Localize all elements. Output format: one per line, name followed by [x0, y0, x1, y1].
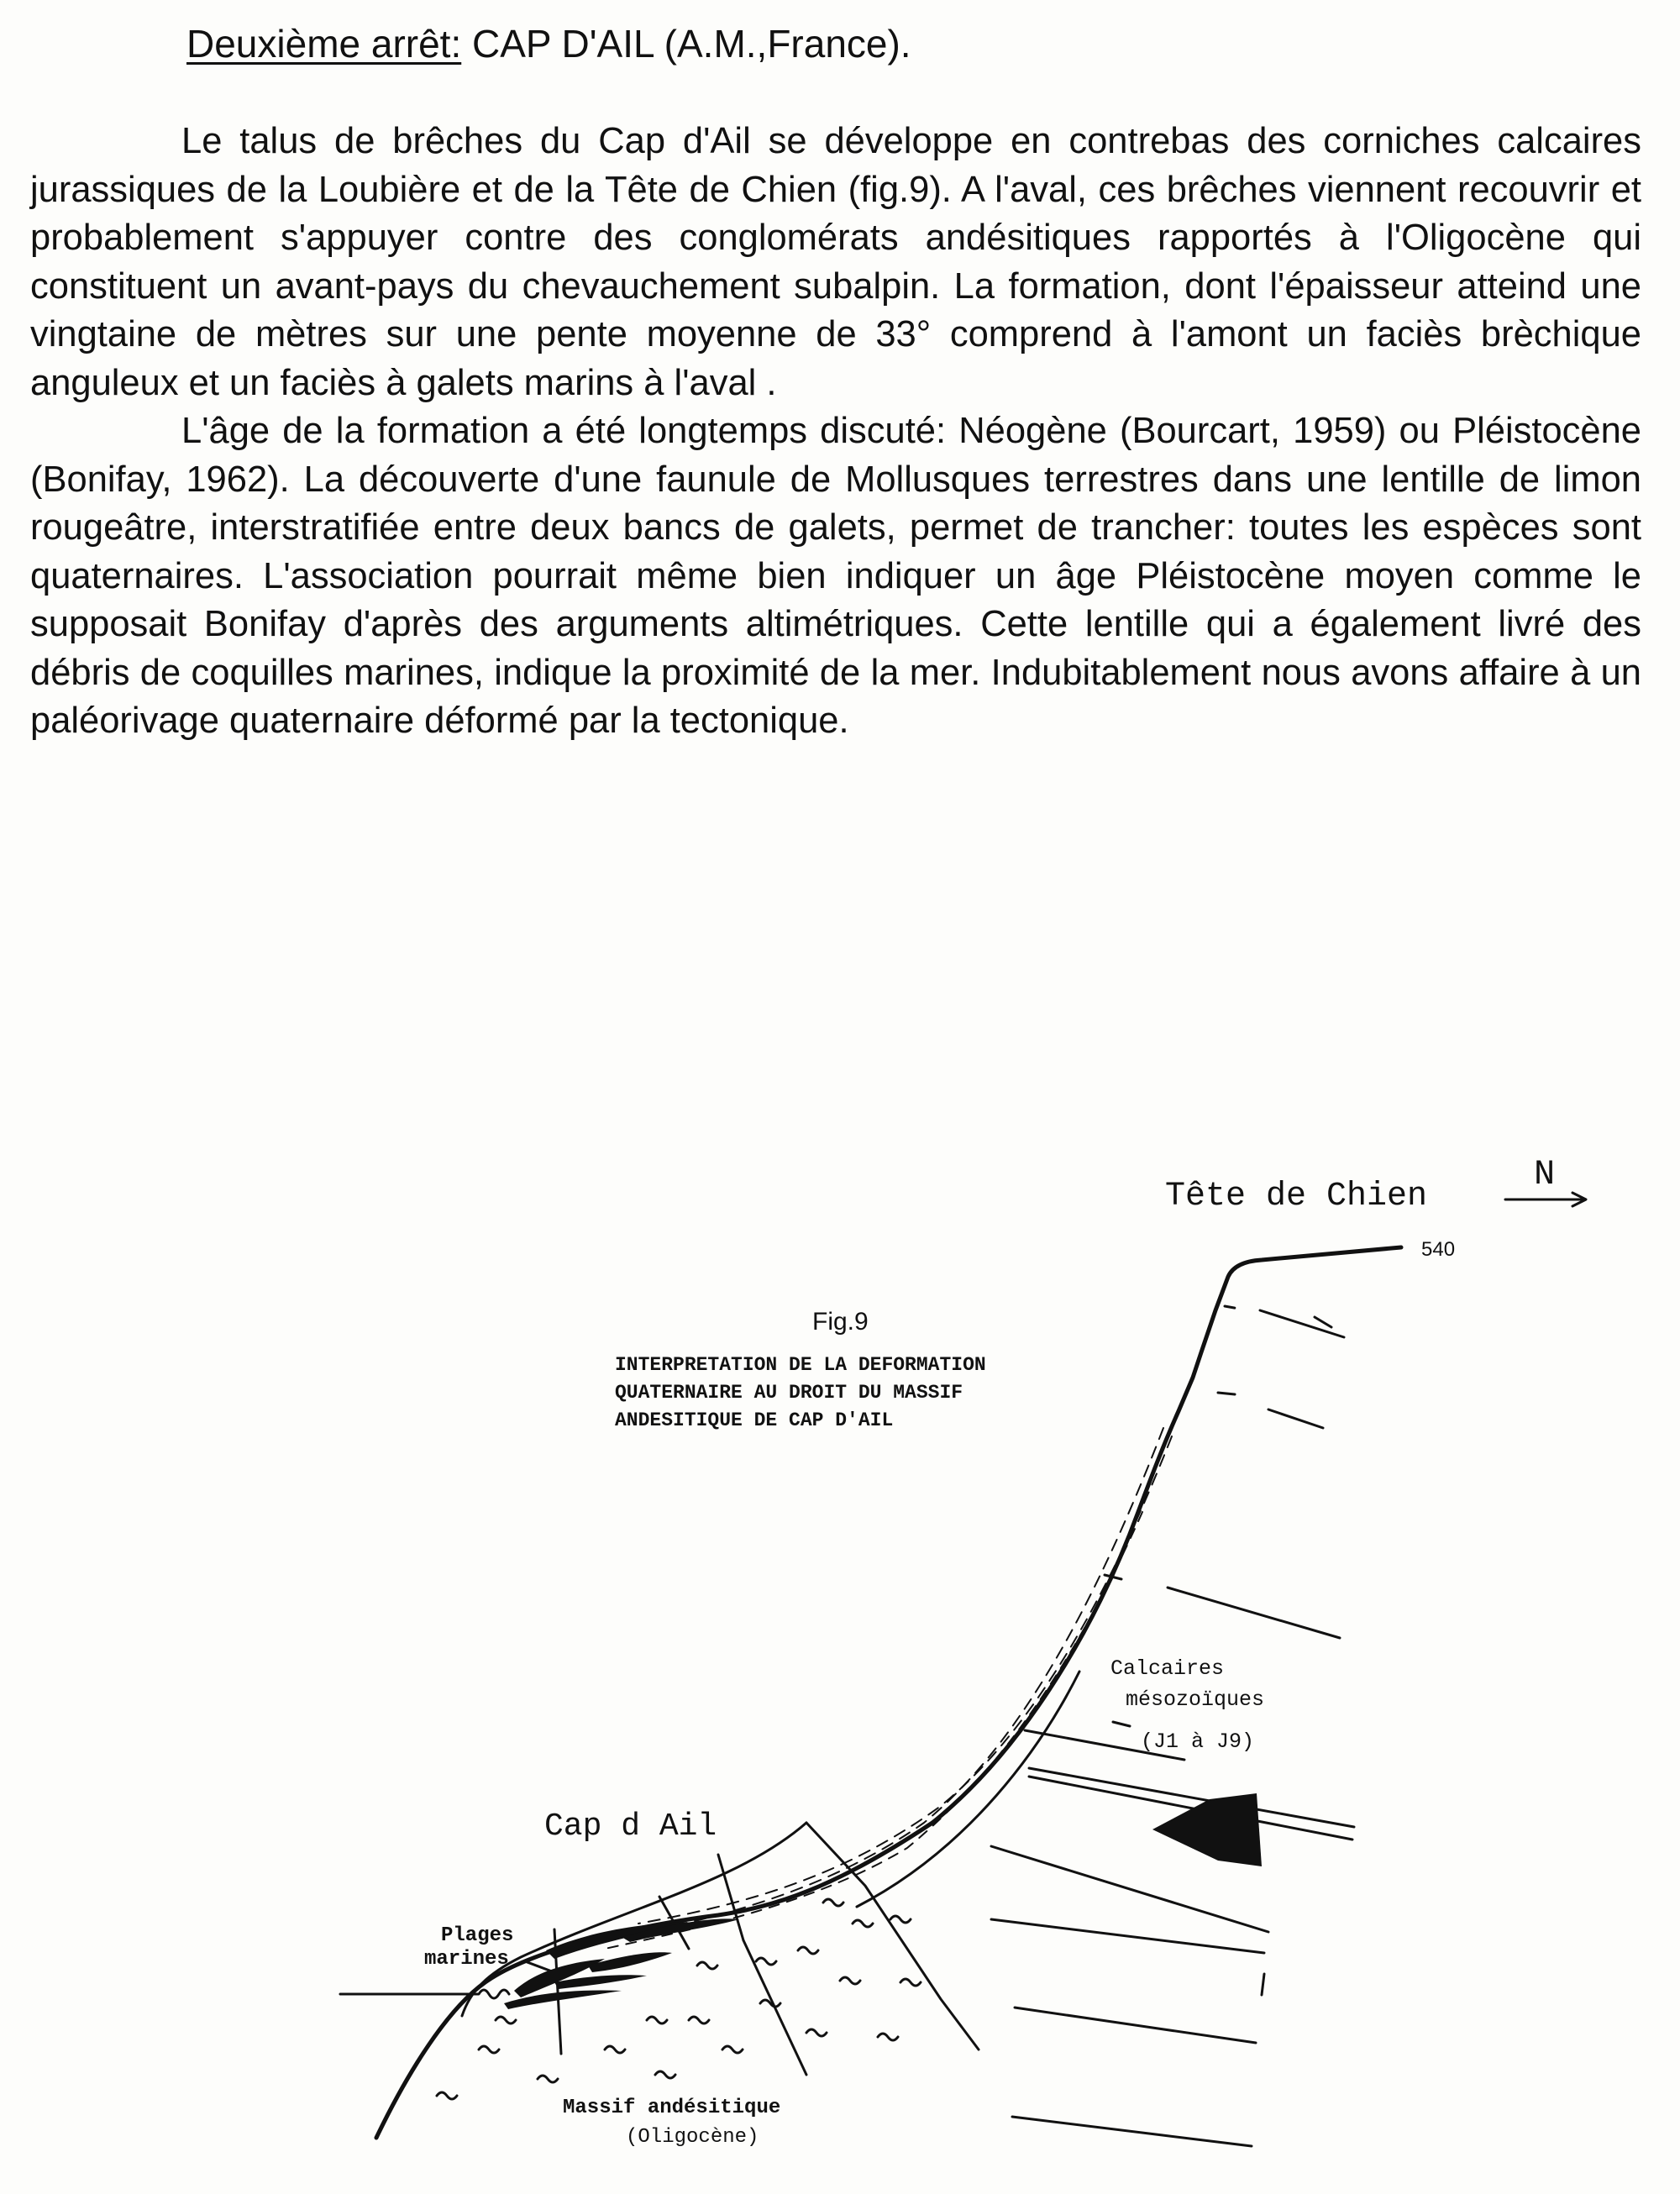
paragraph-1: Le talus de brêches du Cap d'Ail se développe en contrebas des corniches calcaires jurassiques de la Loubière et de la Tête de Chien (fig.9). A l'aval, ces brêches viennent recouvrir et probablement s'appuyer contre des conglomérats andésitiques rapportés à l'Oligocène qui constituent un avant-pays du chevauchement subalpin. La formation, dont l'épaisseur atteind une vingtaine de mètres sur une pente moyenne de 33° comprend à l'amont un faciès brèchique anguleux et un faciès à galets marins à l'aval .	[30, 121, 1641, 403]
heading-label: Deuxième arrêt:	[186, 22, 462, 66]
limestone-label-line-2: mésozoïques	[1126, 1687, 1265, 1712]
sea-level-line	[340, 1990, 509, 1998]
massif-label-line-2: (Oligocène)	[626, 2126, 759, 2149]
limestone-label-line-1: Calcaires	[1110, 1656, 1225, 1681]
breccia-base-line	[462, 1823, 806, 2016]
marine-beach-deposits	[504, 1918, 739, 2009]
breccia-bedding-dashed	[638, 1436, 1172, 1924]
beach-label-line-1: Plages	[441, 1924, 514, 1947]
massif-label-line-1: Massif andésitique	[563, 2097, 781, 2119]
paragraph-2: L'âge de la formation a été longtemps discuté: Néogène (Bourcart, 1959) ou Pléistocène (Bonifay, 1962). La découverte d'une faunule de Mollusques terrestres dans une lentille de limon rougeâtre, interstratifiée entre deux bancs de galets, permet de trancher: toutes les espèces sont quaternaires. L'association pourrait même bien indiquer un âge Pléistocène moyen comme le supposait Bonifay d'après des arguments altimétriques. Cette lentille qui a également livré des débris de coquilles marines, indique la proximité de la mer. Indubitablement nous avons affaire à un paléorivage quaternaire déformé par la tectonique.	[30, 411, 1641, 741]
figure-caption-line-2: QUATERNAIRE AU DROIT DU MASSIF	[615, 1382, 963, 1404]
north-label: N	[1534, 1154, 1556, 1194]
breccia-bedding-dashed-2	[647, 1428, 1163, 1932]
limestone-bedding-lines	[991, 1306, 1354, 2146]
north-arrow-icon	[1505, 1193, 1586, 1206]
breccia-bedding-dashed-3	[605, 1512, 1142, 1949]
heading-place: CAP D'AIL (A.M.,France).	[461, 22, 911, 66]
figure-number: Fig.9	[812, 1308, 869, 1336]
figure-caption-line-1: INTERPRETATION DE LA DEFORMATION	[615, 1354, 986, 1376]
figure-caption-line-3: ANDESITIQUE DE CAP D'AIL	[615, 1409, 894, 1431]
elevation-label: 540	[1421, 1238, 1456, 1261]
limestone-label-line-3: (J1 à J9)	[1141, 1729, 1255, 1754]
cap-label: Cap d Ail	[544, 1808, 717, 1845]
beach-label-line-2: marines	[424, 1948, 509, 1971]
summit-label: Tête de Chien	[1165, 1178, 1428, 1215]
